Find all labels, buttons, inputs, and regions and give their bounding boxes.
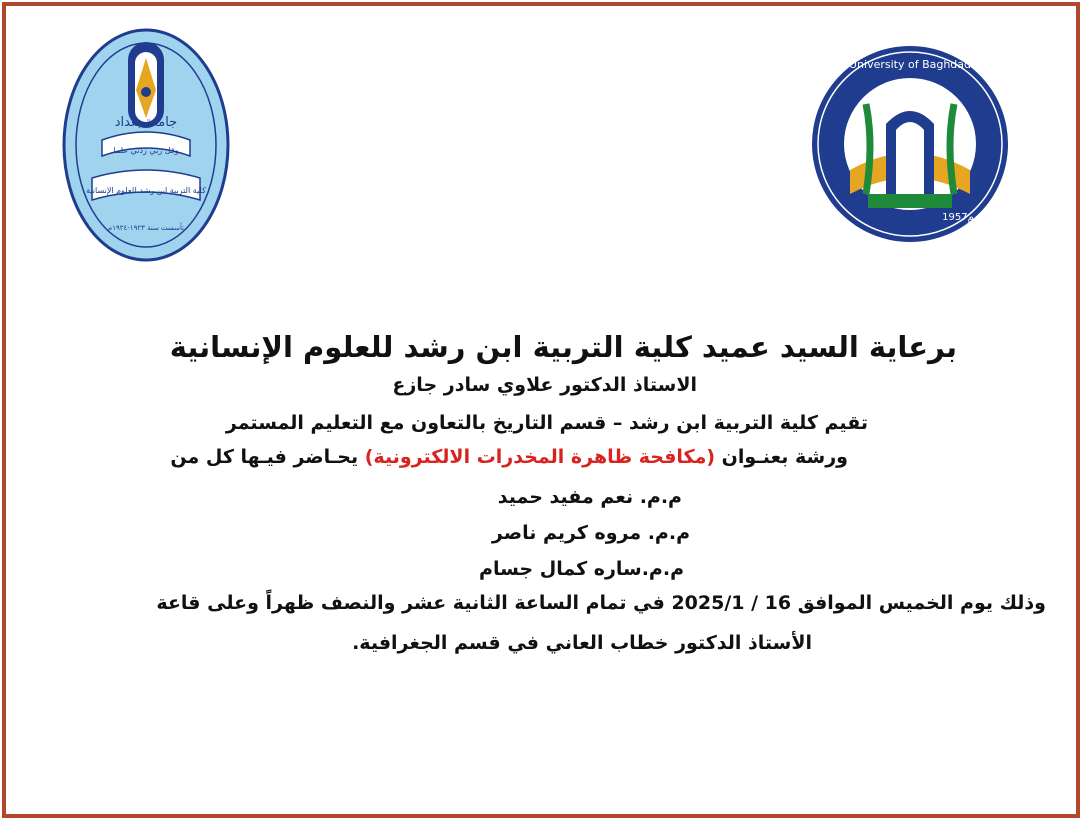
logo-left-arabic-top: جامعة بغداد <box>114 115 178 130</box>
workshop-title: (مكافحة ظاهرة المخدرات الالكترونية) <box>364 446 716 468</box>
logo-left-motto: وقل ربي زدني علما <box>113 146 179 155</box>
organizer-line: تقيم كلية التربية ابن رشد – قسم التاريخ بالتعاون مع التعليم المستمر <box>225 412 868 434</box>
speaker-3: م.م.ساره كمال جسام <box>479 558 684 580</box>
logo-left-banner: كلية التربية ابن رشد للعلوم الإنسانية <box>86 186 206 195</box>
schedule-line-2: الأستاذ الدكتور خطاب العاني في قسم الجغرافية. <box>352 632 812 654</box>
workshop-suffix: يحـاضر فيـها كل من <box>170 446 359 468</box>
ibn-rushd-college-logo <box>62 28 230 262</box>
logo-right-english-title: University of Baghdad <box>848 58 972 71</box>
schedule-line-1: وذلك يوم الخميس الموافق 16 / 2025/1 في تمام الساعة الثانية عشر والنصف ظهراً وعلى قاعة <box>156 592 1046 614</box>
logo-right-year: 1957م <box>942 212 974 223</box>
workshop-line <box>170 446 848 468</box>
workshop-prefix: ورشة بعنـوان <box>721 446 848 468</box>
speaker-2: م.م. مروه كريم ناصر <box>491 522 690 544</box>
speaker-1: م.م. نعم مفيد حميد <box>497 486 682 508</box>
patronage-heading: برعاية السيد عميد كلية التربية ابن رشد للعلوم الإنسانية <box>169 330 957 364</box>
university-of-baghdad-logo <box>810 44 1010 244</box>
dean-name: الاستاذ الدكتور علاوي سادر جازع <box>392 374 697 396</box>
logo-left-founded: تأسست سنة ١٩٢٣-١٩٢٤م <box>107 224 185 232</box>
